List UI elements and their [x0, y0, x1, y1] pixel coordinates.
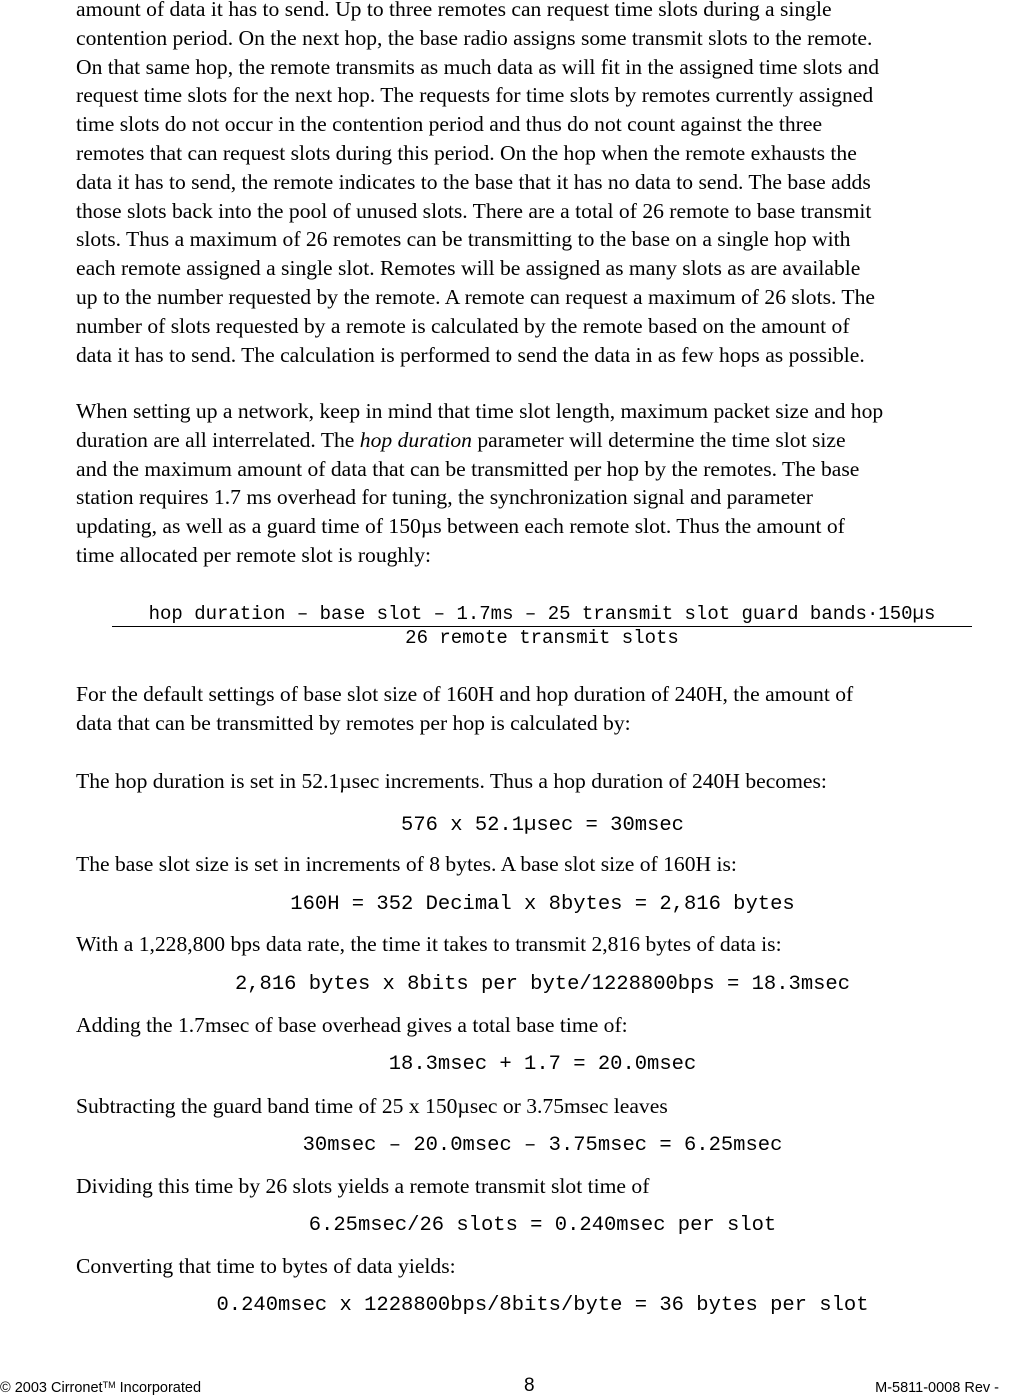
text-line: slots. Thus a maximum of 26 remotes can be transmitting to the base on a single hop with	[76, 227, 851, 252]
text-line: and the maximum amount of data that can be transmitted per hop by the remotes. The base	[76, 456, 860, 481]
calc-step-equation: 30msec – 20.0msec – 3.75msec = 6.25msec	[302, 1134, 783, 1157]
calc-step-text: The base slot size is set in increments of 8 bytes. A base slot size of 160H is:	[76, 852, 737, 876]
copyright-company-suffix: Incorporated	[115, 1380, 202, 1396]
text-line: request time slots for the next hop. The requests for time slots by remotes currently assigned	[76, 83, 874, 108]
calc-step-text: Dividing this time by 26 slots yields a remote transmit slot time of	[76, 1174, 650, 1198]
calc-step-text: With a 1,228,800 bps data rate, the time it takes to transmit 2,816 bytes of data is:	[76, 932, 782, 956]
calc-step-equation: 6.25msec/26 slots = 0.240msec per slot	[308, 1214, 777, 1237]
calc-step-equation: 0.240msec x 1228800bps/8bits/byte = 36 bytes per slot	[216, 1294, 869, 1317]
text-line: those slots back into the pool of unused slots. There are a total of 26 remote to base transmit	[76, 198, 872, 223]
footer-copyright	[0, 1380, 201, 1396]
calc-step-text: Converting that time to bytes of data yields:	[76, 1254, 456, 1278]
calc-step-text: The hop duration is set in 52.1µsec increments. Thus a hop duration of 240H becomes:	[76, 769, 827, 793]
slot-time-formula	[112, 603, 972, 650]
text-line: up to the number requested by the remote. A remote can request a maximum of 26 slots. The	[76, 284, 875, 309]
calc-step-text: Adding the 1.7msec of base overhead gives a total base time of:	[76, 1013, 628, 1037]
text-line	[76, 426, 883, 455]
text-line: number of slots requested by a remote is calculated by the remote based on the amount of	[76, 313, 850, 338]
paragraph-network-setup	[76, 397, 883, 570]
paragraph-slot-assignment	[76, 0, 879, 369]
formula-denominator: 26 remote transmit slots	[405, 627, 679, 649]
hop-duration-term: hop duration	[359, 427, 472, 452]
text-line: data it has to send, the remote indicates to the base that it has no data to send. The base adds	[76, 169, 871, 194]
text-line: time slots do not occur in the contention period and thus do not count against the three	[76, 112, 823, 137]
text-line: each remote assigned a single slot. Remotes will be assigned as many slots as are available	[76, 256, 861, 281]
calc-step-text: Subtracting the guard band time of 25 x 150µsec or 3.75msec leaves	[76, 1094, 668, 1118]
text-line: For the default settings of base slot size of 160H and hop duration of 240H, the amount of	[76, 682, 854, 706]
text-line: station requires 1.7 ms overhead for tuning, the synchronization signal and parameter	[76, 485, 813, 510]
text-line: remotes that can request slots during this period. On the hop when the remote exhausts the	[76, 140, 857, 165]
calc-step-equation: 576 x 52.1µsec = 30msec	[401, 814, 684, 837]
trademark-mark: TM	[102, 1380, 116, 1390]
document-number: M-5811-0008 Rev -	[875, 1380, 999, 1396]
text-line: data it has to send. The calculation is performed to send the data in as few hops as possible.	[76, 342, 865, 367]
text-run: parameter will determine the time slot size	[471, 427, 846, 452]
text-run: duration are all interrelated. The	[76, 427, 360, 452]
page-number: 8	[524, 1375, 535, 1396]
page-footer	[0, 1375, 1009, 1398]
paragraph-default-settings	[76, 680, 853, 738]
formula-numerator: hop duration – base slot – 1.7ms – 25 transmit slot guard bands·150µs	[112, 603, 972, 627]
text-line: contention period. On the next hop, the base radio assigns some transmit slots to the remote.	[76, 25, 873, 50]
text-line: On that same hop, the remote transmits as much data as will fit in the assigned time slots and	[76, 54, 880, 79]
text-line: When setting up a network, keep in mind that time slot length, maximum packet size and hop	[76, 399, 884, 423]
copyright-text: © 2003 Cirronet	[0, 1380, 103, 1396]
text-line: time allocated per remote slot is roughly:	[76, 542, 431, 567]
calc-step-equation: 2,816 bytes x 8bits per byte/1228800bps = 18.3msec	[234, 973, 851, 996]
calc-step-equation: 160H = 352 Decimal x 8bytes = 2,816 bytes	[290, 893, 795, 916]
text-line: amount of data it has to send. Up to three remotes can request time slots during a single	[76, 0, 832, 21]
text-line: updating, as well as a guard time of 150µs between each remote slot. Thus the amount of	[76, 514, 845, 539]
calc-step-equation: 18.3msec + 1.7 = 20.0msec	[388, 1053, 697, 1076]
text-line: data that can be transmitted by remotes per hop is calculated by:	[76, 710, 631, 735]
